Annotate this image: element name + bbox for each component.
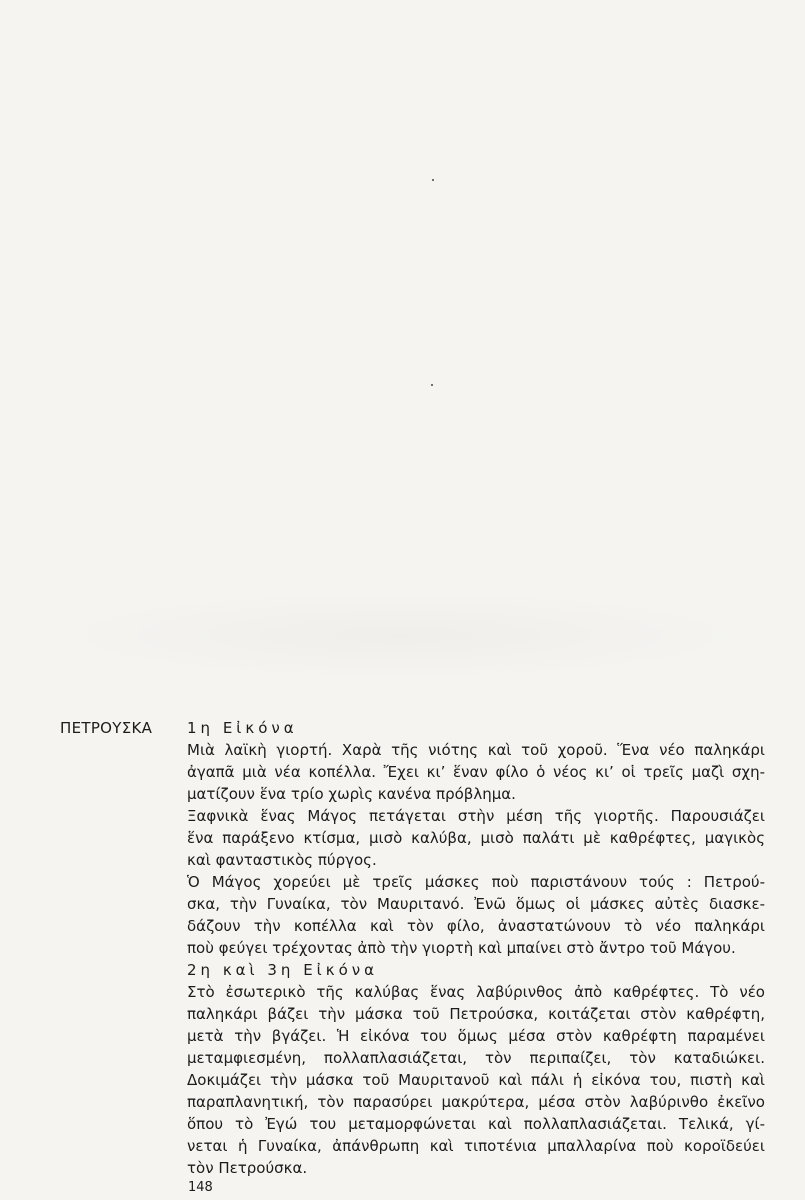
paragraph-line: παληκάρι βάζει τὴν μάσκα τοῦ Πετρούσκα, κοιτάζεται στὸν καθρέφτη, (187, 1005, 765, 1023)
section-label: ΠΕΤΡΟΥΣΚΑ (60, 719, 153, 737)
paragraph-line: σκα, τὴν Γυναίκα, τὸν Μαυριτανό. Ἐνῶ ὅμως οἱ μάσκες αὐτὲς διασκε- (187, 895, 765, 913)
paper-speck (431, 384, 433, 386)
paragraph-line: Ὁ Μάγος χορεύει μὲ τρεῖς μάσκες ποὺ παριστάνουν τούς : Πετρού- (187, 873, 765, 891)
paragraph-line: Μιὰ λαϊκὴ γιορτή. Χαρὰ τῆς νιότης καὶ τοῦ χοροῦ. Ἕνα νέο παληκάρι (187, 741, 765, 759)
paragraph-line: ὅπου τὸ Ἐγώ του μεταμορφώνεται καὶ πολλαπλασιάζεται. Τελικά, γί- (187, 1115, 765, 1133)
paper-speck (432, 179, 434, 181)
paragraph-line: παραπλανητική, τὸν παρασύρει μακρύτερα, μέσα στὸν λαβύρινθο ἐκεῖνο (187, 1093, 765, 1111)
page-number: 148 (188, 1180, 213, 1195)
scene-heading: 2η καὶ 3η Εἰκόνα (187, 961, 379, 979)
paragraph-line: καὶ φανταστικὸς πύργος. (187, 851, 377, 869)
paragraph-line: ἕνα παράξενο κτίσμα, μισὸ καλύβα, μισὸ παλάτι μὲ καθρέφτες, μαγικὸς (187, 829, 765, 847)
paragraph-line: ματίζουν ἕνα τρίο χωρὶς κανένα πρόβλημα. (187, 785, 516, 803)
scene-heading: 1η Εἰκόνα (187, 719, 298, 737)
paragraph-line: ποὺ φεύγει τρέχοντας ἀπὸ τὴν γιορτὴ καὶ μπαίνει στὸ ἄντρο τοῦ Μάγου. (187, 939, 736, 957)
paragraph-line: μεταμφιεσμένη, πολλαπλασιάζεται, τὸν περιπαίζει, τὸν καταδιώκει. (187, 1049, 765, 1067)
paragraph-line: μετὰ τὴν βγάζει. Ἡ εἰκόνα του ὅμως μέσα στὸν καθρέφτη παραμένει (187, 1027, 765, 1045)
paragraph-line: τὸν Πετρούσκα. (187, 1159, 308, 1177)
paragraph-line: νεται ἡ Γυναίκα, ἀπάνθρωπη καὶ τιποτένια μπαλλαρίνα ποὺ κοροϊδεύει (187, 1137, 765, 1155)
show-through-background (40, 590, 760, 680)
paragraph-line: δάζουν τὴν κοπέλλα καὶ τὸν φίλο, ἀναστατώνουν τὸ νέο παληκάρι (187, 917, 765, 935)
text-block (187, 717, 765, 1179)
paragraph-line: Δοκιμάζει τὴν μάσκα τοῦ Μαυριτανοῦ καὶ πάλι ἡ εἰκόνα του, πιστὴ καὶ (187, 1071, 765, 1089)
paragraph-line: Στὸ ἐσωτερικὸ τῆς καλύβας ἕνας λαβύρινθος ἀπὸ καθρέφτες. Τὸ νέο (187, 983, 765, 1001)
paragraph-line: ἀγαπᾶ μιὰ νέα κοπέλλα. Ἔχει κι’ ἕναν φίλο ὁ νέος κι’ οἱ τρεῖς μαζὶ σχη- (187, 763, 765, 781)
paragraph-line: Ξαφνικὰ ἕνας Μάγος πετάγεται στὴν μέση τῆς γιορτῆς. Παρουσιάζει (187, 807, 765, 825)
